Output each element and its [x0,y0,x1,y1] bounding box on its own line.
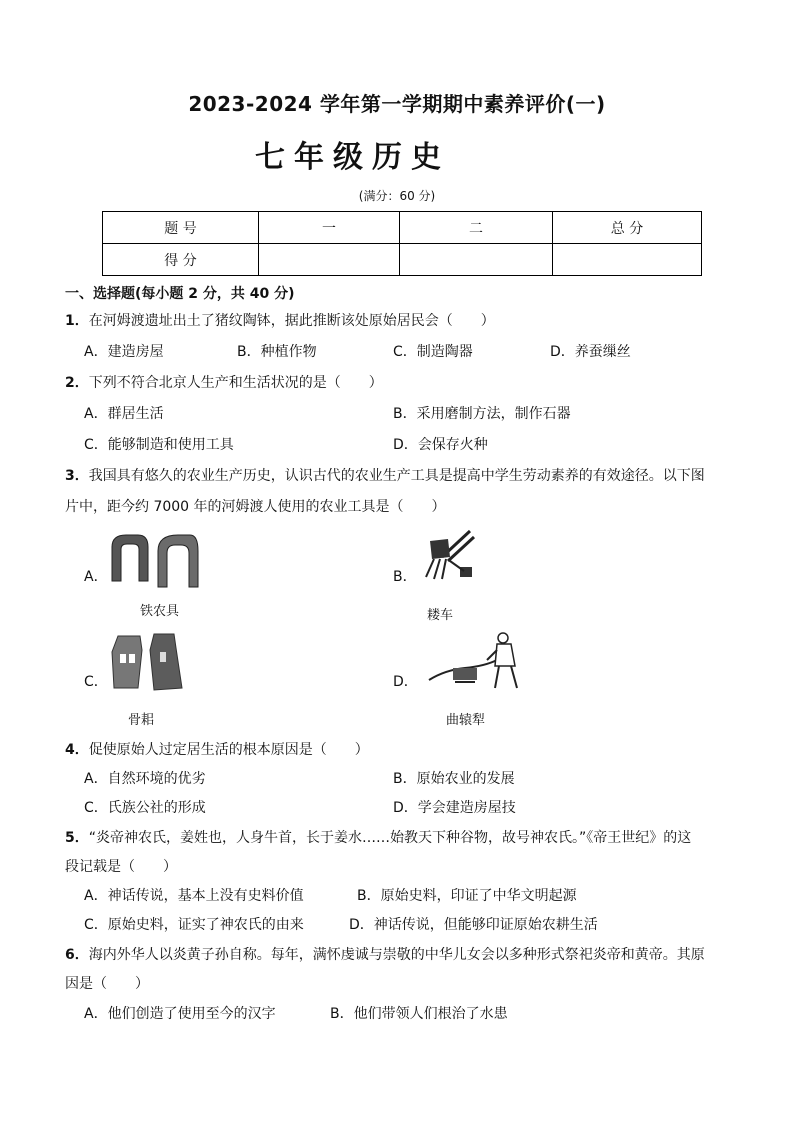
question-number: 3． [65,468,89,484]
option-c: C．原始史料，证实了神农氏的由来 [84,917,304,933]
option-a: A． [84,569,108,585]
option-a: A．建造房屋 [84,344,164,360]
option-a: A．群居生活 [84,406,164,422]
option-c: C．氏族公社的形成 [84,800,206,816]
option-a: A．神话传说，基本上没有史料价值 [84,888,304,904]
option-a: A．他们创造了使用至今的汉字 [84,1006,276,1022]
question-2 [65,372,383,392]
question-number: 1． [65,313,89,329]
question-stem: “炎帝神农氏，姜姓也，人身牛首，长于姜水……始教天下种谷物，故号神农氏。”《帝王世纪》的这 [88,830,692,846]
score-input-cell[interactable] [400,244,553,276]
score-cell: 得 分 [103,244,259,276]
option-b: B．采用磨制方法，制作石器 [393,406,571,422]
option-c: C． [84,674,108,690]
option-b: B．种植作物 [237,344,317,360]
question-5 [65,827,691,847]
question-stem-continued: 因是（ ） [65,976,149,992]
question-stem-continued: 段记载是（ ） [65,859,177,875]
caption-iron-tools: 铁农具 [140,604,180,619]
option-c: C．能够制造和使用工具 [84,437,234,453]
option-a: A．自然环境的优劣 [84,771,206,787]
question-number: 2． [65,375,89,391]
score-table-score-row [103,244,702,276]
question-number: 4． [65,742,89,758]
question-6 [65,944,705,964]
question-3 [65,465,705,485]
score-cell: 二 [400,212,553,244]
option-d: D． [393,674,418,690]
curved-plough-image [425,630,525,694]
question-stem: 海内外华人以炎黄子孙自称。每年，满怀虔诚与崇敬的中华儿女会以多种形式祭祀炎帝和黄帝。其原 [88,947,705,963]
score-cell: 总 分 [553,212,702,244]
option-b: B．原始史料，印证了中华文明起源 [357,888,577,904]
question-stem: 促使原始人过定居生活的根本原因是（ ） [88,742,369,758]
option-c: C．制造陶器 [393,344,473,360]
option-d: D．养蚕缫丝 [550,344,631,360]
score-cell: 一 [259,212,400,244]
question-stem: 下列不符合北京人生产和生活状况的是（ ） [88,375,383,391]
section-heading: 一、选择题(每小题 2 分，共 40 分) [65,286,295,302]
score-cell: 题 号 [103,212,259,244]
question-stem-continued: 片中，距今约 7000 年的河姆渡人使用的农业工具是（ ） [65,499,446,515]
question-4 [65,739,369,759]
question-1 [65,310,495,330]
question-number: 6． [65,947,89,963]
score-input-cell[interactable] [553,244,702,276]
caption-seed-drill: 耧车 [427,608,454,623]
question-stem: 在河姆渡遗址出土了猪纹陶钵，据此推断该处原始居民会（ ） [88,313,495,329]
question-stem: 我国具有悠久的农业生产历史，认识古代的农业生产工具是提高中学生劳动素养的有效途径。以下图 [88,468,705,484]
option-b: B．原始农业的发展 [393,771,515,787]
iron-tools-image [108,533,200,591]
caption-curved-plough: 曲辕犁 [446,713,486,728]
seed-drill-image [420,527,476,585]
score-input-cell[interactable] [259,244,400,276]
option-b: B． [393,569,417,585]
option-d: D．神话传说，但能够印证原始农耕生活 [349,917,598,933]
caption-bone-spade: 骨耜 [128,713,155,728]
bone-spade-image [110,632,186,692]
option-d: D．会保存火种 [393,437,488,453]
full-score: (满分：60 分) [358,189,436,203]
option-d: D．学会建造房屋技 [393,800,516,816]
score-table [102,211,702,276]
option-b: B．他们带领人们根治了水患 [330,1006,508,1022]
subject-title: 七年级历史 [255,140,450,175]
score-table-header-row [103,212,702,244]
question-number: 5． [65,830,89,846]
exam-title: 2023-2024 学年第一学期期中素养评价(一) [188,92,606,116]
